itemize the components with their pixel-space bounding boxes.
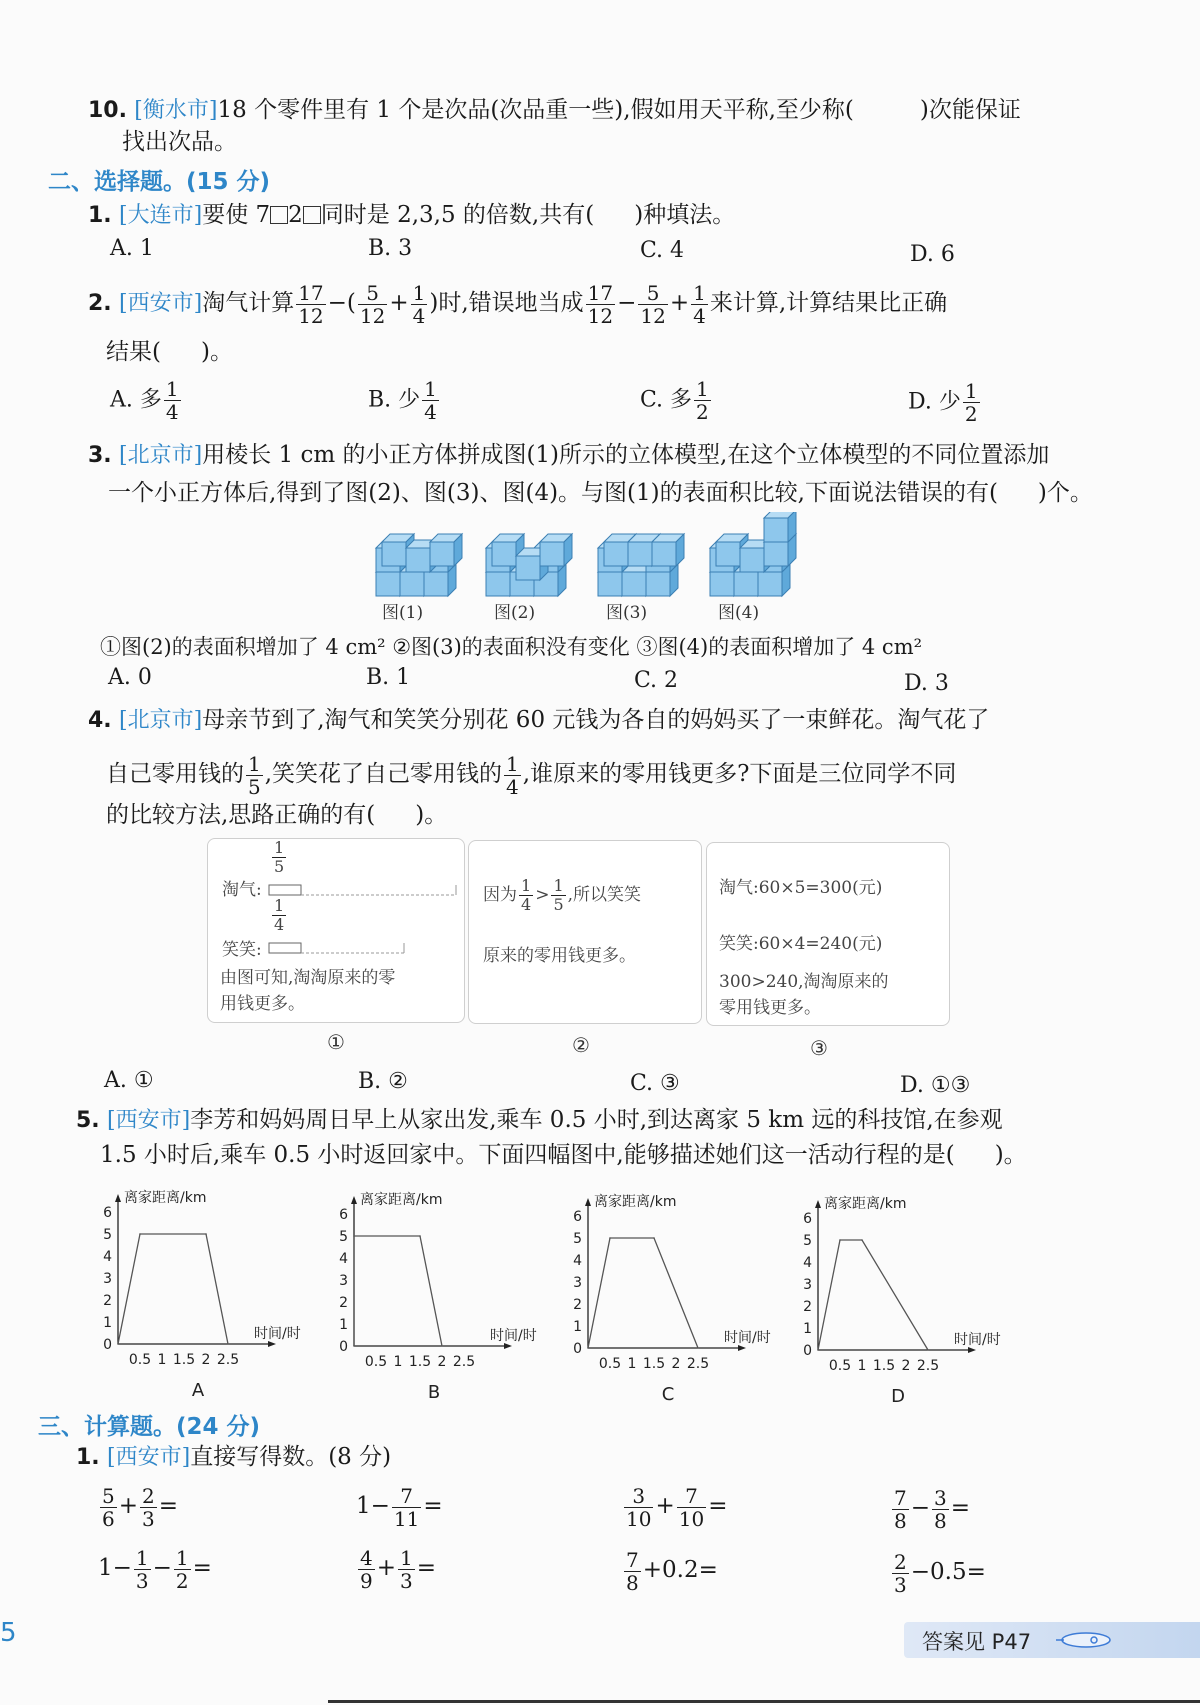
operator: + — [118, 1493, 139, 1519]
y-tick-label: 5 — [103, 1227, 112, 1243]
calc-item — [890, 1482, 970, 1534]
distance-series-line — [118, 1234, 228, 1344]
y-tick-label: 4 — [573, 1253, 582, 1269]
y-tick-label: 6 — [803, 1211, 812, 1227]
data-point — [861, 1239, 863, 1241]
y-tick-label: 4 — [339, 1251, 348, 1267]
source-tag: [ 衡水市 ] — [134, 96, 217, 126]
fraction: $\frac{3}{10}$ — [626, 1483, 652, 1531]
q3-option-d[interactable]: D. 3 — [904, 671, 949, 696]
q1-option-a[interactable]: A. 1 — [110, 236, 154, 261]
q1-option-b[interactable]: B. 3 — [368, 236, 413, 261]
q4-option-c[interactable]: C. ③ — [630, 1071, 680, 1096]
data-point — [419, 1235, 421, 1237]
page-number: 5 — [0, 1618, 17, 1648]
calc-item — [98, 1542, 212, 1594]
blank-box — [270, 206, 288, 224]
fraction: $\frac{1}{2}$ — [175, 1545, 189, 1593]
x-tick-label: 2 — [201, 1352, 211, 1368]
q2-option-d[interactable]: D. 少 $\frac{1}{2}$ — [908, 379, 978, 426]
y-tick-label: 3 — [803, 1277, 812, 1293]
panel-label-2: ② — [572, 1033, 590, 1057]
method-panel-2: 因为 $\frac{1}{4}$ > $\frac{1}{5}$ ,所以笑笑 原来的零用钱更多。 — [468, 840, 702, 1024]
bottom-rule — [328, 1700, 1200, 1703]
source-tag: [ 大连市 ] — [119, 201, 202, 231]
calc-prefix: 1− — [98, 1555, 132, 1581]
y-tick-label: 5 — [803, 1233, 812, 1249]
y-tick-label: 3 — [103, 1271, 112, 1287]
operator: + — [655, 1493, 675, 1519]
fig-caption-2: 图(2) — [494, 603, 536, 623]
data-point — [587, 1347, 589, 1349]
q3-statements: ①图(2)的表面积增加了 4 cm² ②图(3)的表面积没有变化 ③图(4)的表面积增加了 4 cm² — [100, 635, 923, 659]
fraction: $\frac{5}{6}$ — [102, 1483, 115, 1531]
calc-tail: = — [708, 1493, 728, 1519]
q2-option-c[interactable]: C. 多 $\frac{1}{2}$ — [640, 377, 709, 424]
data-point — [839, 1239, 841, 1241]
y-tick-label: 5 — [339, 1229, 348, 1245]
y-axis-label: 离家距离/km — [360, 1192, 443, 1208]
source-tag: [ 北京市 ] — [119, 706, 202, 736]
q4-option-a[interactable]: A. ① — [104, 1068, 154, 1093]
calc-item — [98, 1480, 178, 1532]
calc-q1-line: 1. [ 西安市 ] 直接写得数。(8 分) — [76, 1442, 391, 1473]
calc-tail: −0.5= — [910, 1559, 986, 1585]
data-point — [697, 1347, 699, 1349]
operator: − — [152, 1555, 172, 1581]
fraction: $\frac{7}{8}$ — [626, 1547, 639, 1595]
operator: − — [910, 1495, 931, 1521]
q2-line1: 2. [ 西安市 ] 淘气计算 $\frac{17}{12}$ −( $\frac{5}{12}$ + $\frac{1}{4}$ )时,错误地当成 $\frac{17}{12}$ − $\frac{5}{12}$ + $\frac{1}{4}$ 来计算,计算结果比正确 — [88, 278, 947, 329]
taoqi-bar — [268, 883, 458, 897]
x-axis-label: 时间/时 — [490, 1328, 537, 1344]
y-tick-label: 1 — [803, 1321, 812, 1337]
data-point — [227, 1343, 229, 1345]
q3-line2: 一个小正方体后,得到了图(2)、图(3)、图(4)。与图(1)的表面积比较,下面说法错误的有( )个。 — [108, 480, 1093, 506]
x-tick-label: 1 — [157, 1352, 167, 1368]
y-tick-label: 2 — [803, 1299, 812, 1315]
fraction: $\frac{1}{3}$ — [400, 1545, 413, 1593]
y-tick-label: 6 — [103, 1205, 112, 1221]
x-axis-label: 时间/时 — [254, 1326, 301, 1342]
q3-line1: 3. [ 北京市 ] 用棱长 1 cm 的小正方体拼成图(1)所示的立体模型,在这个立体模型的不同位置添加 — [88, 440, 1049, 471]
y-tick-label: 1 — [339, 1317, 348, 1333]
x-axis-label: 时间/时 — [724, 1330, 771, 1346]
q5-line1: 5. [ 西安市 ] 李芳和妈妈周日早上从家出发,乘车 0.5 小时,到达离家 5 km 远的科技馆,在参观 — [76, 1105, 1003, 1136]
x-tick-label: 2 — [901, 1358, 911, 1374]
calc-tail: = — [950, 1495, 971, 1521]
x-tick-label: 1 — [627, 1356, 637, 1372]
y-tick-label: 5 — [573, 1231, 582, 1247]
cube-figure-2 — [486, 534, 572, 596]
source-tag: [ 西安市 ] — [119, 279, 202, 329]
section-3-title: 三、计算题。(24 分) — [38, 1414, 261, 1440]
x-tick-label: 2.5 — [452, 1354, 476, 1370]
fraction: $\frac{1}{3}$ — [135, 1545, 149, 1593]
y-axis-arrow — [585, 1198, 591, 1206]
q4-option-d[interactable]: D. ①③ — [900, 1073, 971, 1098]
data-point — [441, 1345, 443, 1347]
fraction: $\frac{2}{3}$ — [142, 1483, 155, 1531]
y-tick-label: 3 — [573, 1275, 582, 1291]
distance-series-line — [588, 1238, 698, 1348]
source-tag: [ 西安市 ] — [107, 1106, 190, 1136]
q4-line3: 的比较方法,思路正确的有( )。 — [106, 802, 448, 828]
calc-item — [622, 1480, 727, 1532]
y-tick-label: 6 — [573, 1209, 582, 1225]
source-tag: [ 北京市 ] — [119, 441, 202, 471]
q10-line2: 找出次品。 — [122, 129, 237, 155]
calc-tail: = — [192, 1555, 212, 1581]
x-axis-label: 时间/时 — [954, 1332, 1001, 1348]
x-tick-label: 0.5 — [364, 1354, 388, 1370]
x-tick-label: 2 — [671, 1356, 681, 1372]
data-point — [353, 1345, 355, 1347]
distance-series-line — [354, 1236, 442, 1346]
x-tick-label: 2.5 — [916, 1358, 940, 1374]
rocket-icon — [1056, 1630, 1114, 1650]
y-axis-label: 离家距离/km — [824, 1196, 907, 1212]
x-tick-label: 1.5 — [872, 1358, 896, 1374]
y-axis-arrow — [115, 1194, 121, 1202]
y-axis-label: 离家距离/km — [594, 1194, 677, 1210]
y-tick-label: 2 — [339, 1295, 348, 1311]
fraction: $\frac{4}{9}$ — [360, 1545, 373, 1593]
xiaoxiao-bar — [268, 941, 418, 955]
q4-line1: 4. [ 北京市 ] 母亲节到了,淘气和笑笑分别花 60 元钱为各自的妈妈买了一束鲜花。淘气花了 — [88, 705, 989, 736]
blank-box — [303, 206, 321, 224]
data-point — [353, 1235, 355, 1237]
y-tick-label: 2 — [573, 1297, 582, 1313]
cube-figure-3 — [598, 534, 684, 596]
distance-chart-d — [790, 1174, 1030, 1404]
x-tick-label: 0.5 — [598, 1356, 622, 1372]
y-tick-label: 0 — [103, 1337, 112, 1353]
data-point — [609, 1237, 611, 1239]
calc-prefix: 1− — [356, 1493, 390, 1519]
data-point — [653, 1237, 655, 1239]
calc-tail: = — [423, 1493, 443, 1519]
data-point — [927, 1349, 929, 1351]
x-tick-label: 1.5 — [642, 1356, 666, 1372]
x-tick-label: 1 — [857, 1358, 867, 1374]
calc-tail: = — [158, 1493, 179, 1519]
data-point — [117, 1343, 119, 1345]
y-tick-label: 0 — [803, 1343, 812, 1359]
calc-tail: +0.2= — [642, 1557, 718, 1583]
y-tick-label: 0 — [339, 1339, 348, 1355]
q3-option-b[interactable]: B. 1 — [366, 665, 411, 690]
y-tick-label: 4 — [803, 1255, 812, 1271]
y-axis-arrow — [815, 1200, 821, 1208]
y-axis-arrow — [351, 1196, 357, 1204]
x-tick-label: 2.5 — [216, 1352, 240, 1368]
calc-item — [356, 1542, 436, 1594]
source-tag: [ 西安市 ] — [107, 1443, 190, 1473]
fig-caption-4: 图(4) — [718, 603, 760, 623]
x-tick-label: 0.5 — [128, 1352, 152, 1368]
fig-caption-3: 图(3) — [606, 603, 648, 623]
data-point — [205, 1233, 207, 1235]
distance-chart-c — [560, 1172, 800, 1402]
y-tick-label: 1 — [573, 1319, 582, 1335]
data-point — [139, 1233, 141, 1235]
distance-chart-b — [326, 1170, 566, 1400]
fraction: $\frac{7}{8}$ — [894, 1485, 907, 1533]
method-panel-3: 淘气:60×5=300(元) 笑笑:60×4=240(元) 300>240,淘淘原来的 零用钱更多。 — [706, 842, 950, 1026]
chart-label: B — [427, 1382, 441, 1400]
answer-reference: 答案见 P47 — [922, 1630, 1032, 1654]
chart-label: D — [891, 1386, 905, 1404]
x-tick-label: 1.5 — [408, 1354, 432, 1370]
x-tick-label: 0.5 — [828, 1358, 852, 1374]
q2-option-b[interactable]: B. 少 $\frac{1}{4}$ — [368, 377, 437, 424]
calc-tail: = — [416, 1555, 437, 1581]
chart-label: C — [661, 1384, 675, 1402]
q1-line: 1. [ 大连市 ] 要使 7 2 同时是 2,3,5 的倍数,共有( )种填法。 — [88, 200, 735, 231]
y-tick-label: 2 — [103, 1293, 112, 1309]
x-tick-label: 2.5 — [686, 1356, 710, 1372]
panel-label-1: ① — [327, 1030, 345, 1054]
method-panel-1: 淘气: $\frac{1}{5}$ $\frac{1}{4}$ 笑笑: 由图可知,淘淘原来的零 用钱更多。 — [207, 838, 465, 1023]
q2-line2: 结果( )。 — [106, 339, 233, 365]
calc-item — [356, 1480, 443, 1532]
calc-item — [622, 1544, 718, 1596]
cube-figure-4 — [710, 512, 796, 596]
y-axis-label: 离家距离/km — [124, 1190, 207, 1206]
answer-banner — [904, 1622, 1200, 1658]
operator: + — [376, 1555, 397, 1581]
y-tick-label: 3 — [339, 1273, 348, 1289]
q1-option-c[interactable]: C. 4 — [640, 238, 685, 263]
data-point — [817, 1349, 819, 1351]
fig-caption-1: 图(1) — [382, 603, 424, 623]
y-tick-label: 4 — [103, 1249, 112, 1265]
y-tick-label: 0 — [573, 1341, 582, 1357]
q5-line2: 1.5 小时后,乘车 0.5 小时返回家中。下面四幅图中,能够描述她们这一活动行程的是( )。 — [100, 1142, 1027, 1168]
fraction: $\frac{2}{3}$ — [894, 1549, 907, 1597]
q4-line2: 自己零用钱的 $\frac{1}{5}$ ,笑笑花了自己零用钱的 $\frac{1}{4}$ ,谁原来的零用钱更多?下面是三位同学不同 — [106, 751, 957, 799]
x-tick-label: 1.5 — [172, 1352, 196, 1368]
fraction: $\frac{7}{11}$ — [393, 1483, 420, 1531]
section-2-title: 二、选择题。(15 分) — [48, 169, 271, 195]
chart-label: A — [191, 1380, 205, 1398]
calc-item — [890, 1546, 986, 1598]
fraction: $\frac{3}{8}$ — [934, 1485, 947, 1533]
distance-chart-a — [90, 1168, 330, 1398]
x-tick-label: 2 — [437, 1354, 447, 1370]
distance-series-line — [818, 1240, 928, 1350]
q3-option-a[interactable]: A. 0 — [108, 665, 152, 690]
q3-option-c[interactable]: C. 2 — [634, 668, 679, 693]
q2-option-a[interactable]: A. 多 $\frac{1}{4}$ — [110, 377, 179, 424]
q10-line1: 10. [ 衡水市 ] 18 个零件里有 1 个是次品(次品重一些),假如用天平称,至少称( )次能保证 — [88, 95, 1021, 126]
q4-option-b[interactable]: B. ② — [358, 1069, 408, 1094]
q1-option-d[interactable]: D. 6 — [910, 242, 955, 267]
fraction: $\frac{7}{10}$ — [678, 1483, 705, 1531]
cube-figure-1 — [376, 534, 462, 596]
y-tick-label: 6 — [339, 1207, 348, 1223]
panel-label-3: ③ — [810, 1036, 828, 1060]
y-tick-label: 1 — [103, 1315, 112, 1331]
x-tick-label: 1 — [393, 1354, 403, 1370]
